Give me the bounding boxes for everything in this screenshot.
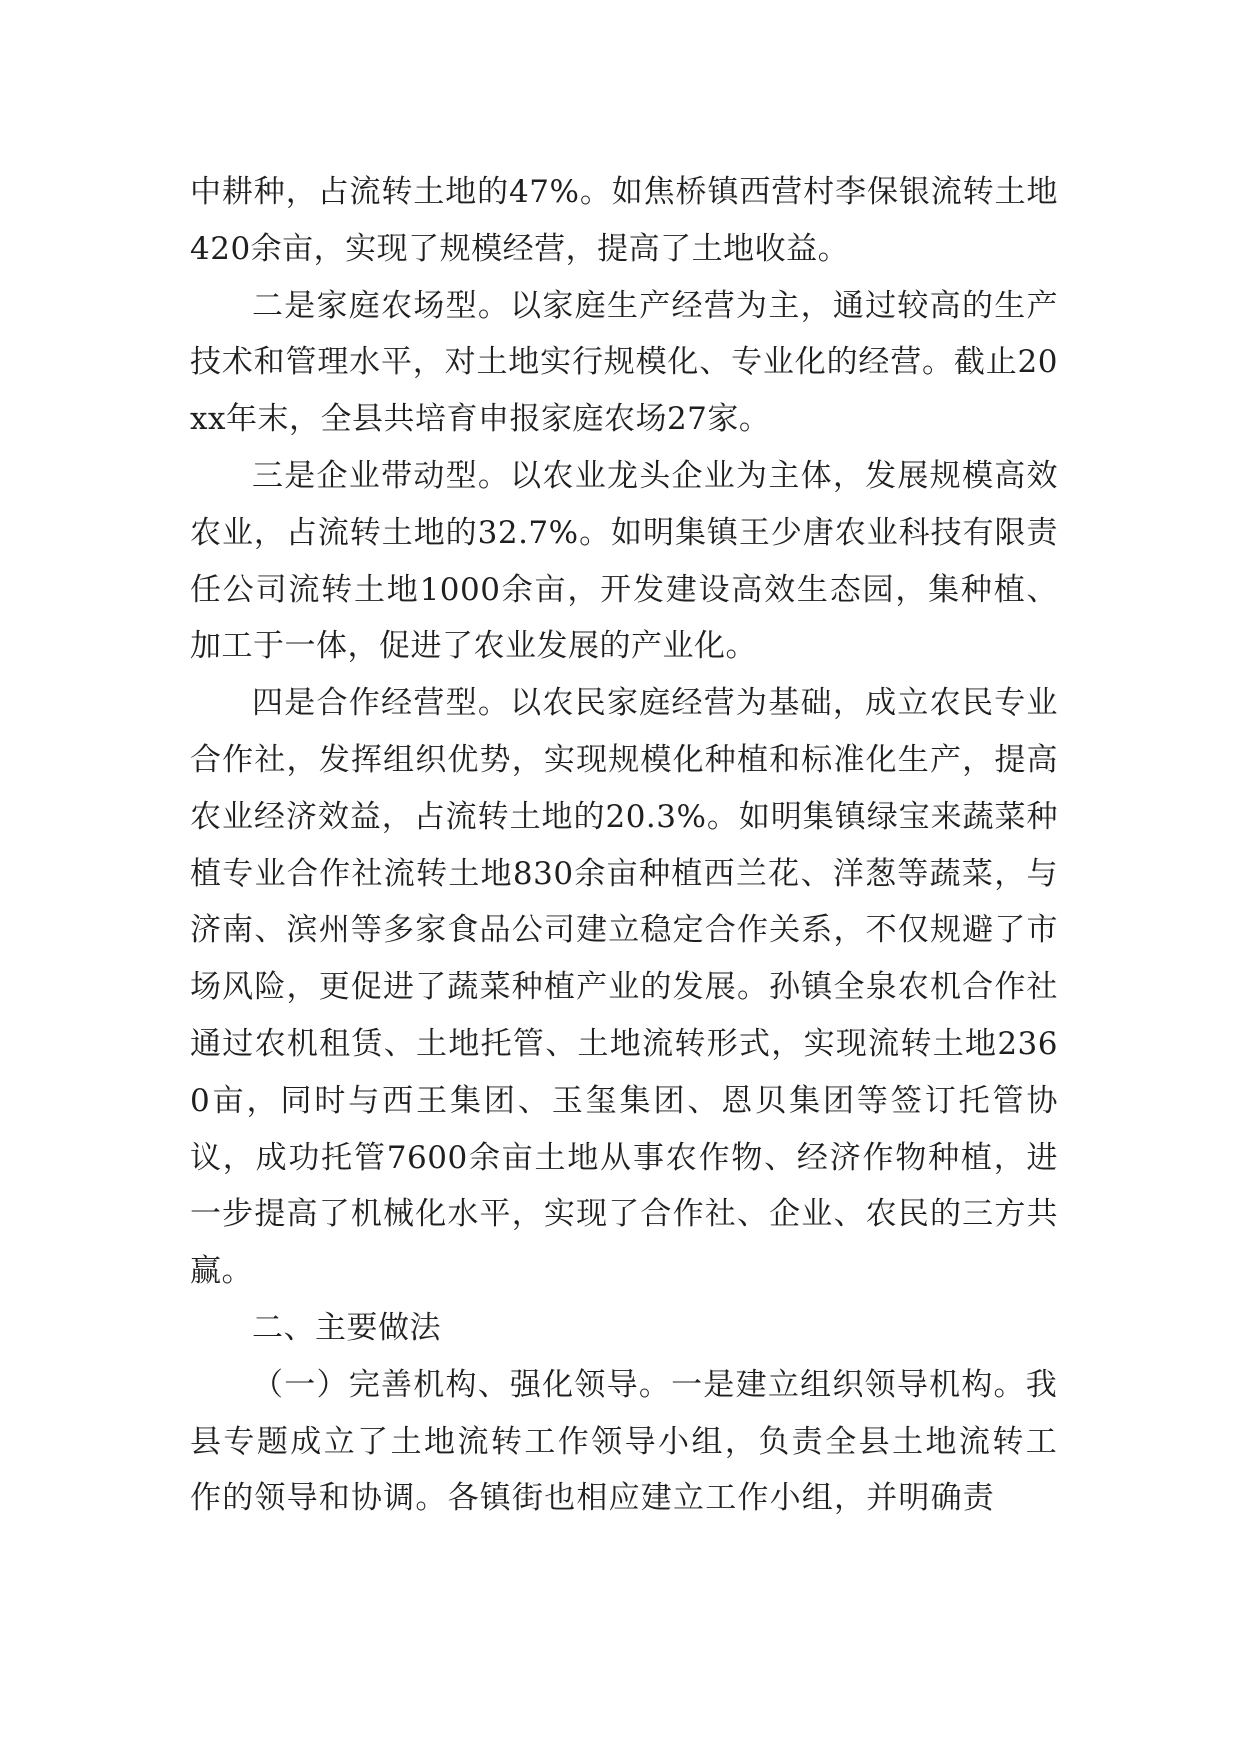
paragraph-enterprise-led-type: 三是企业带动型。以农业龙头企业为主体，发展规模高效农业，占流转土地的32.7%。如明集镇王少唐农业科技有限责任公司流转土地1000余亩，开发建设高效生态园，集种植、加工于一体，促进了农业发展的产业化。 [190,457,1058,665]
document-body [190,164,1058,1527]
section-heading-main-practices: 二、主要做法 [252,1309,441,1346]
paragraph-improve-institutions: （一）完善机构、强化领导。一是建立组织领导机构。我县专题成立了土地流转工作领导小组，负责全县土地流转工作的领导和协调。各镇街也相应建立工作小组，并明确责 [190,1366,1058,1517]
paragraph-continuation: 中耕种，占流转土地的47%。如焦桥镇西营村李保银流转土地420余亩，实现了规模经营，提高了土地收益。 [190,174,1058,267]
paragraph-cooperative-type: 四是合作经营型。以农民家庭经营为基础，成立农民专业合作社，发挥组织优势，实现规模化种植和标准化生产，提高农业经济效益，占流转土地的20.3%。如明集镇绿宝来蔬菜种植专业合作社流转土地830余亩种植西兰花、洋葱等蔬菜，与济南、滨州等多家食品公司建立稳定合作关系，不仅规避了市场风险，更促进了蔬菜种植产业的发展。孙镇全泉农机合作社通过农机租赁、土地托管、土地流转形式，实现流转土地2360亩，同时与西王集团、玉玺集团、恩贝集团等签订托管协议，成功托管7600余亩土地从事农作物、经济作物种植，进一步提高了机械化水平，实现了合作社、企业、农民的三方共赢。 [190,685,1058,1290]
paragraph-family-farm-type: 二是家庭农场型。以家庭生产经营为主，通过较高的生产技术和管理水平，对土地实行规模化、专业化的经营。截止20xx年末，全县共培育申报家庭农场27家。 [190,287,1058,438]
